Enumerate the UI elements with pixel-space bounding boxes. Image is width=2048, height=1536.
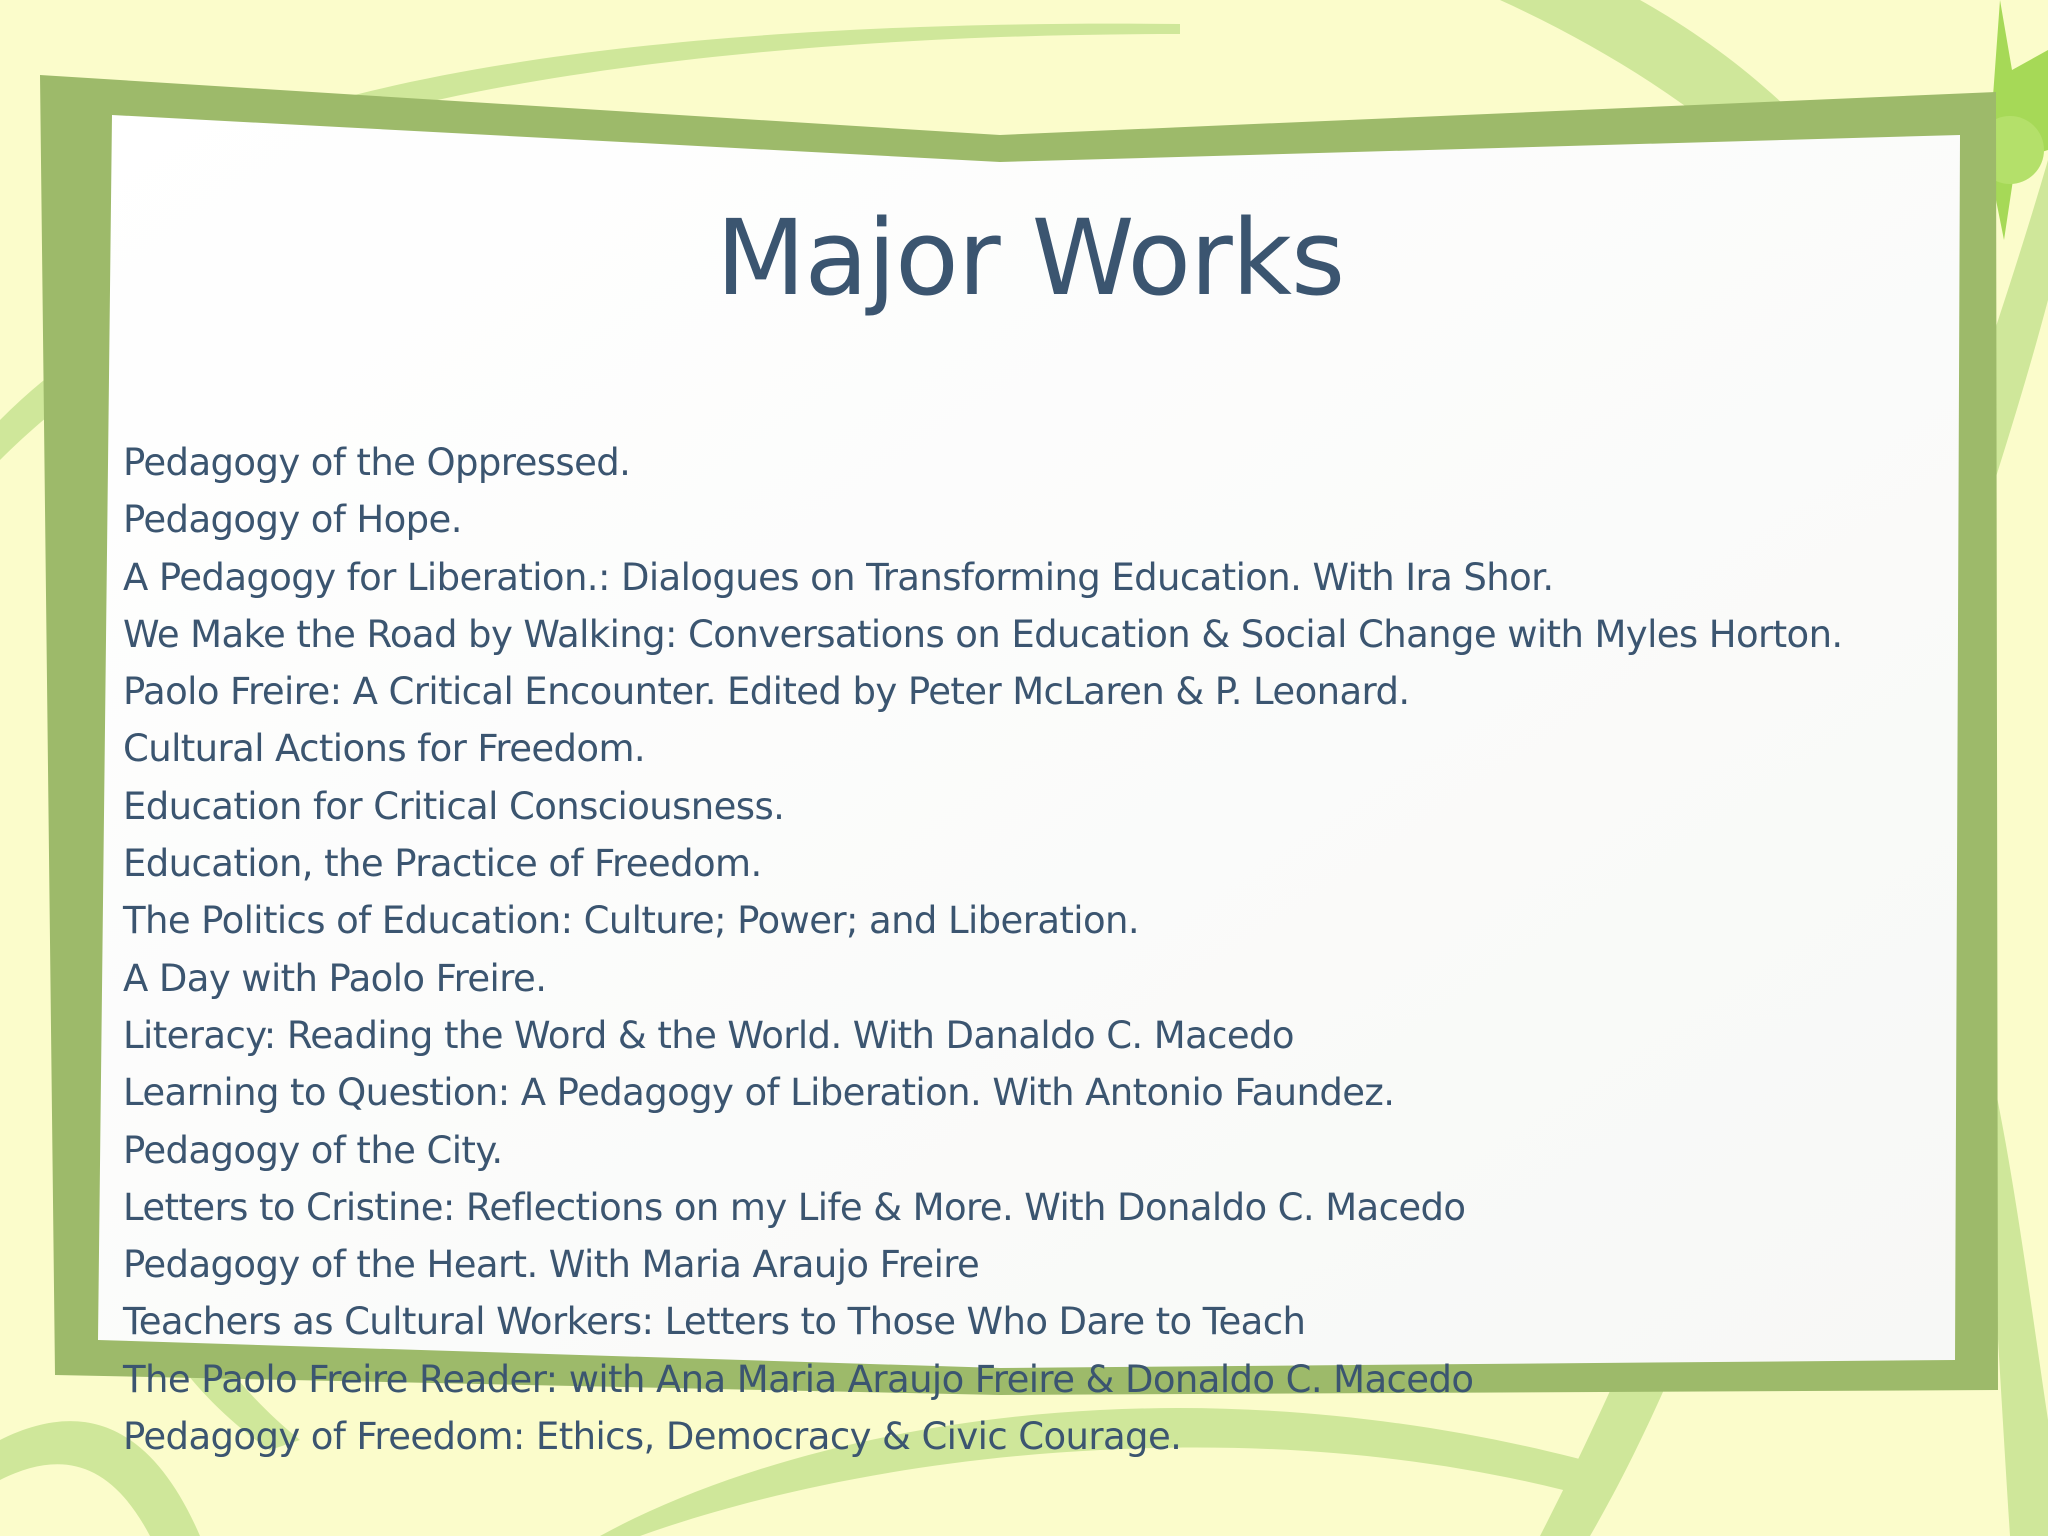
slide-title: Major Works — [715, 197, 1345, 319]
works-list — [123, 434, 1843, 1465]
list-item: Education, the Practice of Freedom. — [123, 842, 762, 886]
list-item: Learning to Question: A Pedagogy of Liberation. With Antonio Faundez. — [123, 1071, 1395, 1115]
list-item: Education for Critical Consciousness. — [123, 784, 785, 828]
list-item: Literacy: Reading the Word & the World. With Danaldo C. Macedo — [123, 1013, 1294, 1057]
list-item: Pedagogy of Hope. — [123, 498, 462, 542]
list-item: Paolo Freire: A Critical Encounter. Edited by Peter McLaren & P. Leonard. — [123, 670, 1410, 714]
list-item: Pedagogy of the Oppressed. — [123, 441, 631, 484]
list-item: Pedagogy of the City. — [123, 1128, 503, 1172]
list-item: Pedagogy of the Heart. With Maria Araujo Freire — [123, 1243, 980, 1287]
list-item: The Paolo Freire Reader: with Ana Maria Araujo Freire & Donaldo C. Macedo — [123, 1357, 1474, 1401]
list-item: Cultural Actions for Freedom. — [123, 727, 646, 771]
list-item: We Make the Road by Walking: Conversations on Education & Social Change with Myles Horton. — [123, 612, 1843, 656]
list-item: Letters to Cristine: Reflections on my Life & More. With Donaldo C. Macedo — [123, 1185, 1466, 1229]
list-item: A Day with Paolo Freire. — [123, 956, 547, 1000]
list-item: The Politics of Education: Culture; Power; and Liberation. — [123, 899, 1140, 943]
list-item: Pedagogy of Freedom: Ethics, Democracy & Civic Courage. — [123, 1415, 1182, 1459]
list-item: A Pedagogy for Liberation.: Dialogues on Transforming Education. With Ira Shor. — [123, 555, 1554, 599]
list-item: Teachers as Cultural Workers: Letters to Those Who Dare to Teach — [123, 1300, 1306, 1344]
